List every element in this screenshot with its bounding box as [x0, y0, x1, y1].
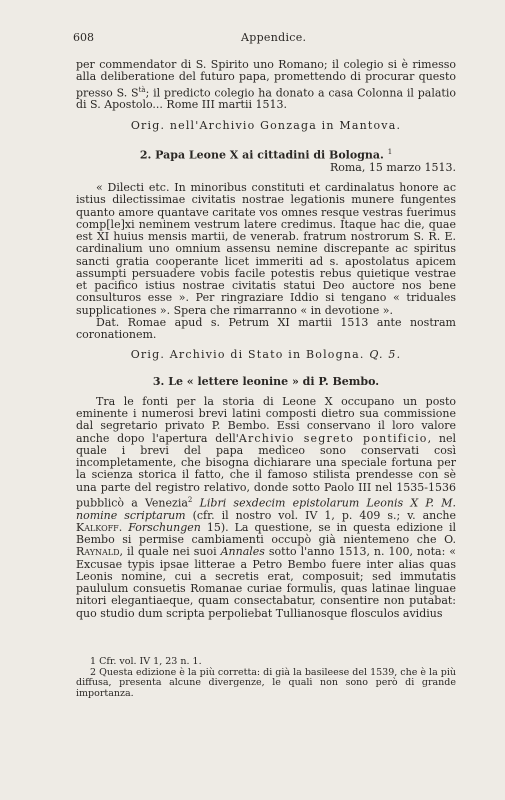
running-header	[73, 31, 457, 45]
section2-heading: 2. Papa Leone X ai cittadini di Bologna. $^1$	[139, 147, 393, 162]
section2-date: Roma, 15 marzo 1513.	[329, 160, 456, 174]
section2-origin: Orig. Archivio di Stato in Bologna. Q. 5.	[130, 348, 402, 362]
section3-heading: 3. Le « lettere leonine » di P. Bembo.	[152, 374, 380, 388]
main-text	[76, 59, 456, 620]
page-number: 608	[73, 31, 94, 44]
section1-origin: Orig. nell'Archivio Gonzaga in Mantova.	[130, 118, 402, 132]
footnote-2: 2 Questa edizione è la più corretta: di già la basileese del 1539, che è la più diffusa, presenta alcune divergenze, le quali non sono però di grande importanza.	[76, 666, 456, 699]
footnote-1: 1 Cfr. vol. IV 1, 23 n. 1.	[90, 656, 202, 667]
section2-paragraph: « Dilecti etc. In minoribus constituti et cardinalatus honore ac istius dilectissimae civitatis nostrae legationis munere fungentes quanto amore quantave caritate vos omnes resque vestras fuerimus comp[le]xi neminem vestrum latere credimus. Itaque hac die, quae est XI huius mensis martii, de venerab. fratrum nostrorum S. R. E. cardinalium uno omnium assensu nemine discrepante ac spiritus sancti gratia cooperante licet immeriti ad s. apostolatus apicem assumpti persuadere vobis facile potestis rebus quietique vestrae et pacifico istius nostrae civitatis statui Deo auctore nos bene consulturos esse ». Per ringraziare Iddio si tengano « triduales supplicationes ». Spera che rimarranno « in devotione ».	[76, 181, 456, 317]
running-title: Appendice.	[241, 31, 307, 44]
section2-dating: Dat. Romae apud s. Petrum XI martii 1513 ante nostram coronationem.	[76, 315, 456, 342]
section3-paragraph: Tra le fonti per la storia di Leone X occupano un posto eminente i numerosi brevi latini composti dietro sua commissione dal segretario privato P. Bembo. Essi conservano il loro valore anche dopo l'apertura dell'Archivio segreto pontificio, nel quale i brevi del papa medìceo sono conservati così incompletamente, che bisogna dichiarare una speciale fortuna per la scienza storica il fatto, che il famoso stilista prendesse con sè una parte del registro relativo, donde sotto Paolo III nel 1535-1536 pubblicò a Venezia$^2$ Libri sexdecim epistolarum Leonis X P. M. nomine scriptarum (cfr. il nostro vol. IV 1, p. 409 s.; v. anche Kalkoff. Forschungen 15). La questione, se in questa edizione il Bembo si permise cambiamenti occupò già nientemeno che O. Raynald, il quale nei suoi Annales sotto l'anno 1513, n. 100, nota: « Excusae typis ipsae litterae a Petro Bembo fuere inter alias quas Leonis nomine, cui a secretis erat, composuit; sed immutatis paululum consuetis Romanae curiae formulis, quas latinae linguae nitori elegantiaeque, quam consectabatur, consentire non putabat: quo studio dum scripta perpoliebat Tullianosque flosculos avidius	[76, 394, 456, 620]
footnotes	[76, 657, 456, 699]
section1-paragraph: per commendator di S. Spirito uno Romano; il colegio si è rimesso alla deliberatione del futuro papa, promettendo di procurar questo presso S. $S^{tà}$; il predicto colegio ha donato a casa Colonna il palatio di S. Apostolo... Rome III martii 1513.	[76, 58, 456, 112]
